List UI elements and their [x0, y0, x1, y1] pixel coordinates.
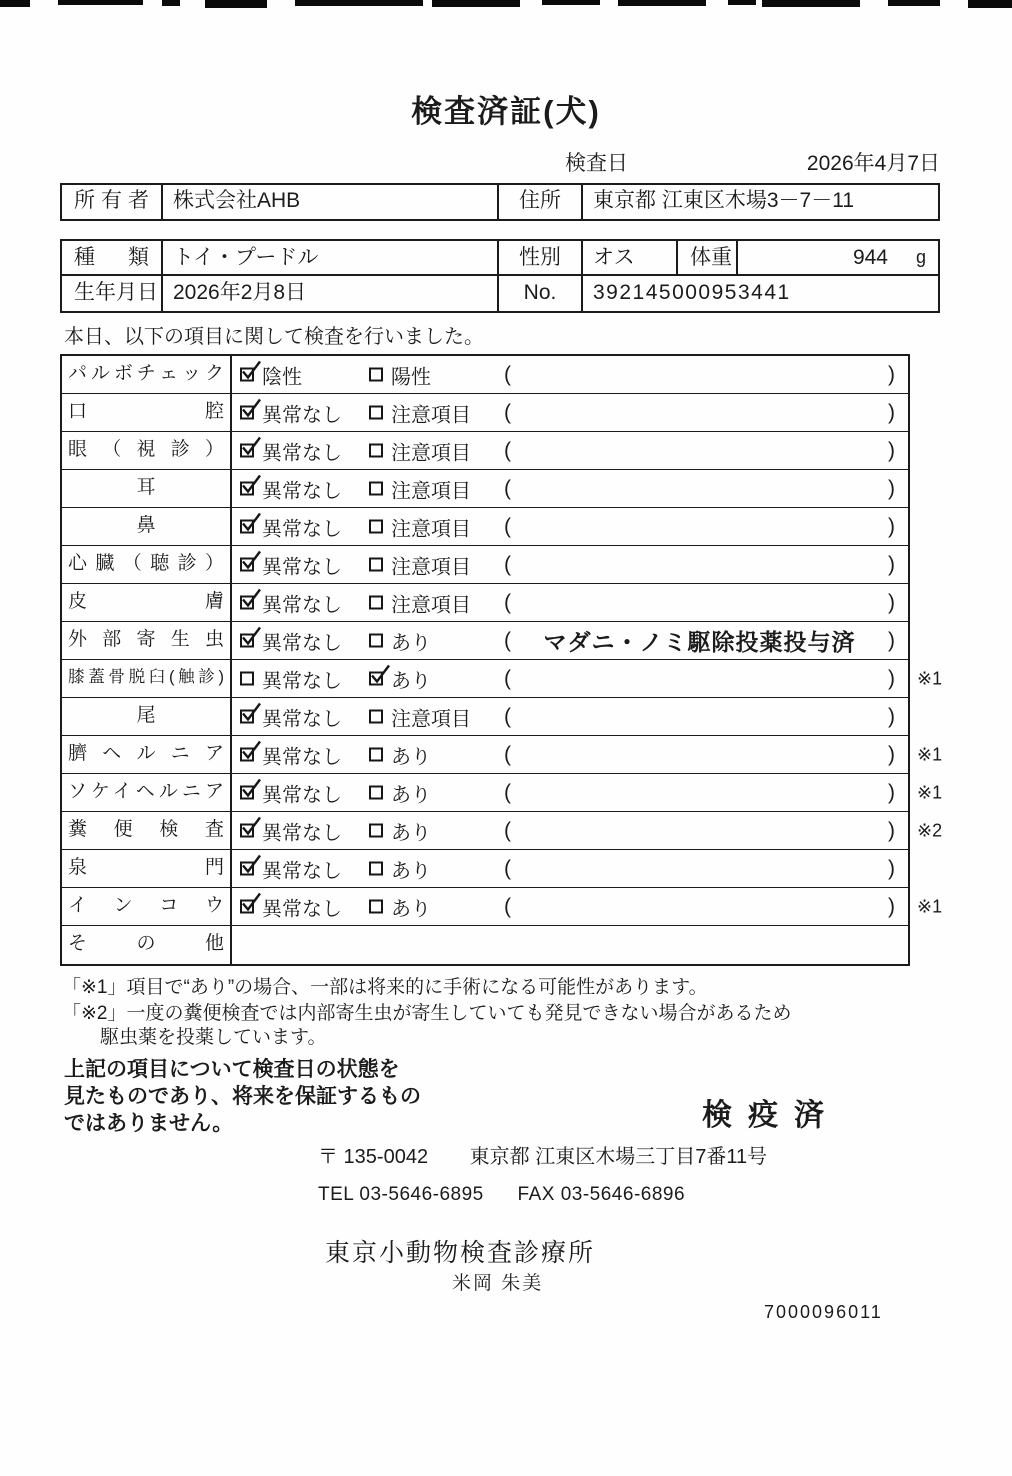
paren-close: ): [888, 856, 895, 880]
exam-item-label: その他: [62, 926, 232, 964]
exam-option1-checkbox: [240, 368, 254, 382]
exam-result-parens: [504, 736, 895, 773]
exam-item-label: 口腔: [62, 394, 232, 431]
exam-option2-label: 注意項目: [391, 518, 471, 540]
exam-option2: [369, 664, 431, 693]
exam-option2-checkbox: [369, 368, 383, 382]
address-label: 住所: [499, 185, 583, 219]
exam-option2-checkbox: [369, 824, 383, 838]
check-icon: [368, 663, 392, 687]
exam-option2-checkbox: [369, 482, 383, 496]
exam-item-label: 糞便検査: [62, 812, 232, 849]
exam-row-content: [232, 888, 908, 925]
exam-option2-checkbox: [369, 710, 383, 724]
owner-label: 所有者: [62, 185, 163, 219]
exam-table-row: [62, 356, 908, 394]
weight-unit: g: [915, 247, 926, 267]
exam-row-content: [232, 736, 908, 773]
paren-close: ): [888, 400, 895, 424]
exam-result-parens: [504, 660, 895, 697]
exam-option2: [369, 778, 431, 807]
check-icon: [239, 359, 263, 383]
exam-row-content: [232, 508, 908, 545]
sex-label: 性別: [499, 241, 583, 276]
exam-table: [60, 354, 943, 966]
exam-option2-label: あり: [391, 632, 431, 654]
exam-row-note: ※1: [917, 782, 943, 802]
exam-option2: [369, 588, 471, 617]
pet-info-table: [60, 239, 940, 313]
exam-option1: [240, 360, 302, 389]
contact-line: [318, 1184, 685, 1206]
exam-option2-label: 注意項目: [391, 708, 471, 730]
exam-option1-label: 異常なし: [262, 442, 342, 464]
exam-option2-checkbox: [369, 634, 383, 648]
exam-row-content: [232, 394, 908, 431]
exam-table-row: [62, 508, 908, 546]
intro-text: 本日、以下の項目に関して検査を行いました。: [64, 326, 484, 348]
paren-open: (: [504, 818, 511, 842]
paren-close: ): [888, 514, 895, 538]
exam-option1: [240, 778, 342, 807]
exam-result-parens: [504, 774, 895, 811]
exam-table-row: [62, 926, 908, 964]
paren-close: ): [888, 628, 895, 652]
exam-option2-label: あり: [391, 898, 431, 920]
paren-close: ): [888, 704, 895, 728]
exam-item-label: 外部寄生虫: [62, 622, 232, 659]
check-icon: [239, 587, 263, 611]
exam-option1: [240, 512, 342, 541]
exam-option2-checkbox: [369, 444, 383, 458]
exam-result-parens: [504, 508, 895, 545]
exam-table-row: [62, 774, 943, 812]
exam-item-label: ソケイヘルニア: [62, 774, 232, 811]
exam-option2-label: あり: [391, 670, 431, 692]
paren-open: (: [504, 856, 511, 880]
exam-option1-checkbox: [240, 406, 254, 420]
check-icon: [239, 815, 263, 839]
no-label: No.: [499, 276, 583, 311]
exam-option1-label: 異常なし: [262, 746, 342, 768]
paren-close: ): [888, 438, 895, 462]
exam-option2-checkbox: [369, 596, 383, 610]
paren-open: (: [504, 590, 511, 614]
exam-option2-checkbox: [369, 900, 383, 914]
exam-row-note: ※1: [917, 668, 943, 688]
exam-result-parens: [504, 394, 895, 431]
exam-row-content: [232, 926, 908, 964]
exam-option2: [369, 512, 471, 541]
document-title: 検査済証(犬): [411, 94, 601, 129]
birthdate-value: 2026年2月8日: [163, 276, 499, 311]
exam-option1-label: 陰性: [262, 366, 302, 388]
exam-option1: [240, 550, 342, 579]
exam-option2-label: あり: [391, 746, 431, 768]
quarantine-stamp: 検疫済: [702, 1099, 840, 1132]
exam-item-label: 心臓（聴診）: [62, 546, 232, 583]
exam-row-note: ※1: [917, 896, 943, 916]
exam-table-row: [62, 432, 908, 470]
paren-open: (: [504, 742, 511, 766]
exam-option1: [240, 664, 342, 693]
exam-option1-label: 異常なし: [262, 822, 342, 844]
exam-option2: [369, 892, 431, 921]
disclaimer-line-3: ではありません。: [64, 1112, 234, 1135]
exam-row-content: [232, 660, 908, 697]
paren-open: (: [504, 476, 511, 500]
exam-row-content: [232, 850, 908, 887]
exam-option1-checkbox: [240, 444, 254, 458]
exam-option1-checkbox: [240, 862, 254, 876]
check-icon: [239, 853, 263, 877]
exam-option2: [369, 398, 471, 427]
exam-item-label: 眼（視診）: [62, 432, 232, 469]
examiner-name: 米岡 朱美: [452, 1273, 544, 1294]
exam-option2-label: 注意項目: [391, 480, 471, 502]
check-icon: [239, 701, 263, 725]
exam-option2-checkbox: [369, 862, 383, 876]
exam-option1-checkbox: [240, 900, 254, 914]
paren-close: ): [888, 780, 895, 804]
exam-result-parens: [504, 546, 895, 583]
check-icon: [239, 511, 263, 535]
exam-option2-label: 陽性: [391, 366, 431, 388]
exam-table-row: [62, 470, 908, 508]
inspection-date-value: 2026年4月7日: [806, 152, 940, 175]
check-icon: [239, 891, 263, 915]
check-icon: [239, 473, 263, 497]
exam-option1-checkbox: [240, 672, 254, 686]
exam-table-row: [62, 888, 943, 926]
exam-option2: [369, 436, 471, 465]
exam-option2-checkbox: [369, 786, 383, 800]
exam-option1-checkbox: [240, 824, 254, 838]
exam-option2-label: あり: [391, 822, 431, 844]
paren-close: ): [888, 362, 895, 386]
check-icon: [239, 625, 263, 649]
exam-row-content: [232, 698, 908, 735]
exam-result-parens: [504, 812, 895, 849]
tel-number: TEL 03-5646-6895: [318, 1184, 484, 1205]
exam-option1-label: 異常なし: [262, 480, 342, 502]
exam-option2: [369, 360, 431, 389]
paren-open: (: [504, 400, 511, 424]
exam-result-parens: [504, 356, 895, 393]
exam-table-row: [62, 812, 943, 850]
exam-option1: [240, 588, 342, 617]
exam-option2: [369, 626, 431, 655]
exam-option1-checkbox: [240, 634, 254, 648]
exam-option1-checkbox: [240, 596, 254, 610]
check-icon: [239, 397, 263, 421]
paren-close: ): [888, 742, 895, 766]
exam-item-label: 臍ヘルニア: [62, 736, 232, 773]
paren-open: (: [504, 704, 511, 728]
paren-open: (: [504, 666, 511, 690]
exam-option1: [240, 816, 342, 845]
paren-open: (: [504, 362, 511, 386]
exam-option2-checkbox: [369, 672, 383, 686]
exam-option1: [240, 626, 342, 655]
paren-open: (: [504, 628, 511, 652]
footnote-2: 「※2」一度の糞便検査では内部寄生虫が寄生していても発見できない場合があるため: [62, 1003, 792, 1024]
exam-table-row: [62, 546, 908, 584]
exam-item-label: 泉門: [62, 850, 232, 887]
exam-option2-label: 注意項目: [391, 404, 471, 426]
exam-table-row: [62, 622, 908, 660]
exam-option2-label: 注意項目: [391, 594, 471, 616]
exam-row-note: ※1: [917, 744, 943, 764]
exam-option1-label: 異常なし: [262, 708, 342, 730]
exam-option1-label: 異常なし: [262, 404, 342, 426]
exam-option1-checkbox: [240, 482, 254, 496]
exam-result-parens: [504, 698, 895, 735]
exam-result-text: マダニ・ノミ駆除投薬投与済: [543, 629, 856, 655]
exam-option2: [369, 474, 471, 503]
clinic-name: 東京小動物検査診療所: [325, 1239, 596, 1267]
paren-open: (: [504, 552, 511, 576]
exam-option1: [240, 892, 342, 921]
exam-option1-label: 異常なし: [262, 556, 342, 578]
owner-value: 株式会社AHB: [163, 185, 499, 219]
exam-option1: [240, 702, 342, 731]
footnote-1: 「※1」項目で“あり”の場合、一部は将来的に手術になる可能性があります。: [62, 977, 708, 998]
exam-row-content: [232, 812, 908, 849]
exam-option2: [369, 702, 471, 731]
exam-row-content: [232, 356, 908, 393]
fax-number: FAX 03-5646-6896: [517, 1184, 686, 1205]
sex-value: オス: [583, 241, 678, 276]
exam-option2: [369, 740, 431, 769]
paren-close: ): [888, 818, 895, 842]
paren-close: ): [888, 552, 895, 576]
weight-value: 944: [852, 246, 888, 269]
paren-close: ): [888, 590, 895, 614]
exam-row-content: [232, 774, 908, 811]
exam-option1: [240, 436, 342, 465]
exam-result-parens: [504, 888, 895, 925]
exam-item-label: パルボチェック: [62, 356, 232, 393]
exam-row-content: [232, 432, 908, 469]
exam-row-content: [232, 546, 908, 583]
exam-option1-label: 異常なし: [262, 632, 342, 654]
exam-option1-checkbox: [240, 558, 254, 572]
exam-option1-checkbox: [240, 748, 254, 762]
footnote-3: 駆虫薬を投薬しています。: [100, 1027, 327, 1048]
exam-option1-label: 異常なし: [262, 518, 342, 540]
exam-table-row: [62, 394, 908, 432]
exam-option2: [369, 816, 431, 845]
breed-label: 種類: [62, 241, 163, 276]
check-icon: [239, 777, 263, 801]
exam-option1: [240, 740, 342, 769]
paren-close: ): [888, 666, 895, 690]
weight-label: 体重: [678, 241, 738, 276]
document-number: 7000096011: [764, 1302, 883, 1322]
exam-item-label: 耳: [62, 470, 232, 507]
exam-option1-checkbox: [240, 786, 254, 800]
check-icon: [239, 435, 263, 459]
exam-option2-checkbox: [369, 406, 383, 420]
no-value: 392145000953441: [593, 281, 791, 304]
exam-result-parens: [504, 850, 895, 887]
exam-option1-checkbox: [240, 710, 254, 724]
exam-table-row: [62, 660, 943, 698]
exam-option1-label: 異常なし: [262, 594, 342, 616]
exam-option2-label: 注意項目: [391, 556, 471, 578]
owner-table: [60, 183, 940, 221]
exam-item-label: 尾: [62, 698, 232, 735]
exam-option1-label: 異常なし: [262, 670, 342, 692]
postal-address-line: [318, 1140, 767, 1169]
exam-option2-checkbox: [369, 748, 383, 762]
paren-open: (: [504, 438, 511, 462]
exam-option2-label: あり: [391, 784, 431, 806]
paren-close: ): [888, 894, 895, 918]
exam-row-content: [232, 584, 908, 621]
exam-option1-label: 異常なし: [262, 860, 342, 882]
paren-open: (: [504, 894, 511, 918]
exam-item-label: 鼻: [62, 508, 232, 545]
check-icon: [239, 549, 263, 573]
address-value: 東京都 江東区木場3－7－11: [593, 189, 854, 212]
exam-result-parens: [504, 470, 895, 507]
exam-option1-checkbox: [240, 520, 254, 534]
exam-result-parens: [504, 432, 895, 469]
exam-option1: [240, 474, 342, 503]
disclaimer-line-1: 上記の項目について検査日の状態を: [64, 1058, 400, 1081]
exam-item-label: 皮膚: [62, 584, 232, 621]
birthdate-label: 生年月日: [62, 276, 163, 311]
exam-row-note: ※2: [917, 820, 943, 840]
exam-option2-checkbox: [369, 558, 383, 572]
exam-option2-label: あり: [391, 860, 431, 882]
exam-item-label: インコウ: [62, 888, 232, 925]
disclaimer-line-2: 見たものであり、将来を保証するもの: [64, 1085, 421, 1108]
exam-option2-label: 注意項目: [391, 442, 471, 464]
exam-table-row: [62, 584, 908, 622]
clinic-address: 東京都 江東区木場三丁目7番11号: [469, 1146, 768, 1168]
disclaimer: [64, 1056, 421, 1137]
exam-row-content: [232, 622, 908, 659]
exam-table-row: [62, 698, 908, 736]
exam-option1: [240, 854, 342, 883]
exam-option1: [240, 398, 342, 427]
paren-open: (: [504, 514, 511, 538]
exam-table-row: [62, 850, 908, 888]
exam-row-content: [232, 470, 908, 507]
exam-option1-label: 異常なし: [262, 898, 342, 920]
breed-value: トイ・プードル: [163, 241, 499, 276]
exam-option2-checkbox: [369, 520, 383, 534]
weight-value-cell: [738, 241, 938, 276]
paren-open: (: [504, 780, 511, 804]
inspection-date-label: 検査日: [565, 152, 628, 175]
paren-close: ): [888, 476, 895, 500]
exam-option1-label: 異常なし: [262, 784, 342, 806]
exam-option2: [369, 854, 431, 883]
check-icon: [239, 739, 263, 763]
exam-option2: [369, 550, 471, 579]
exam-item-label: 膝蓋骨脱臼(触診): [62, 660, 232, 697]
postal-code: 〒 135-0042: [318, 1146, 429, 1168]
exam-result-parens: [504, 622, 895, 659]
exam-table-row: [62, 736, 943, 774]
inspection-date-row: [565, 147, 940, 177]
exam-result-parens: [504, 584, 895, 621]
